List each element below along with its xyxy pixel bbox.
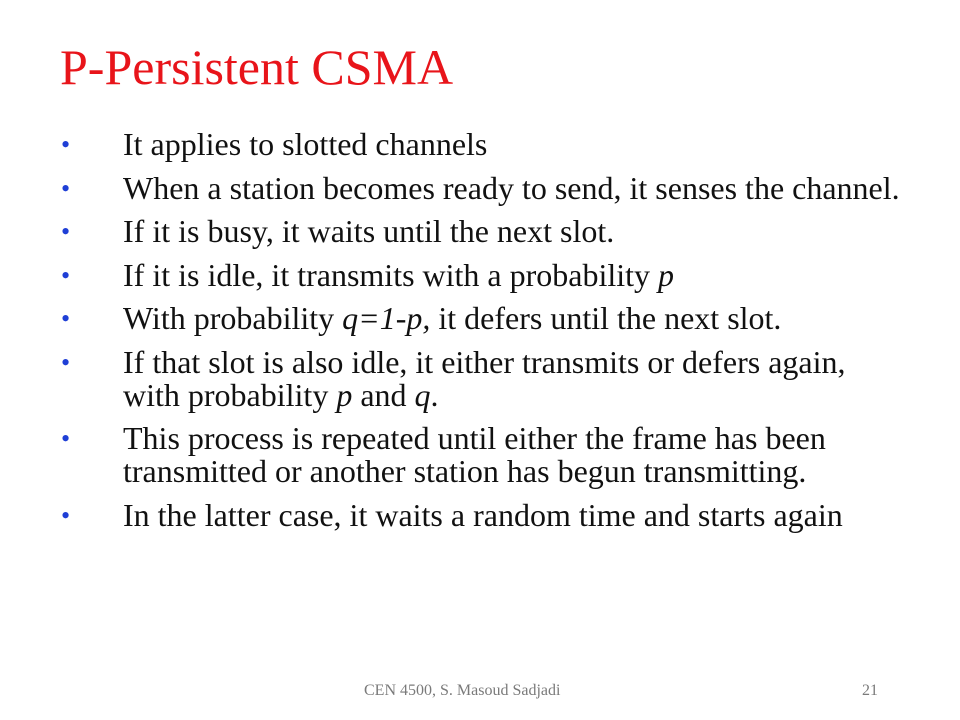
text-run: If it is idle, it transmits with a probability bbox=[123, 256, 659, 293]
bullet-text bbox=[123, 302, 910, 335]
bullet-marker: • bbox=[61, 424, 71, 453]
bullet-marker: • bbox=[61, 500, 71, 530]
bullet-item bbox=[60, 169, 910, 206]
italic-variable: q bbox=[414, 376, 431, 413]
bullet-item bbox=[60, 256, 910, 293]
text-run: and bbox=[352, 376, 415, 413]
bullet-item bbox=[60, 343, 910, 413]
page-number: 21 bbox=[862, 682, 878, 699]
text-run: . bbox=[430, 376, 439, 413]
italic-variable: p bbox=[658, 256, 675, 293]
bullet-text bbox=[123, 343, 910, 413]
bullet-marker: • bbox=[61, 130, 71, 159]
text-run: This process is repeated until either the frame has been transmitted or another station has begun transmitting. bbox=[123, 420, 826, 489]
text-run: If that slot is also idle, it either transmits or defers again, with probability bbox=[123, 343, 846, 413]
bullet-list bbox=[60, 128, 910, 542]
bullet-item bbox=[60, 128, 910, 161]
bullet-text bbox=[123, 128, 910, 161]
bullet-text bbox=[123, 169, 910, 206]
bullet-marker: • bbox=[61, 173, 71, 203]
bullet-text bbox=[123, 496, 910, 533]
text-run: In the latter case, it waits a random time and starts again bbox=[123, 496, 843, 533]
bullet-text bbox=[123, 256, 910, 293]
text-run: it defers until the next slot. bbox=[430, 300, 782, 336]
slide-title: P-Persistent CSMA bbox=[60, 39, 454, 95]
bullet-marker: • bbox=[61, 217, 71, 246]
text-run: When a station becomes ready to send, it senses the channel. bbox=[123, 169, 900, 206]
bullet-marker: • bbox=[61, 260, 71, 290]
footer-credit: CEN 4500, S. Masoud Sadjadi bbox=[364, 682, 561, 699]
text-run: With probability bbox=[123, 300, 343, 336]
bullet-marker: • bbox=[61, 347, 71, 377]
bullet-text bbox=[123, 215, 910, 248]
slide-footer bbox=[0, 681, 960, 701]
bullet-text bbox=[123, 422, 910, 488]
bullet-item bbox=[60, 215, 910, 248]
italic-variable: q=1-p, bbox=[342, 300, 431, 336]
bullet-item bbox=[60, 422, 910, 488]
bullet-marker: • bbox=[61, 304, 71, 333]
bullet-item bbox=[60, 302, 910, 335]
bullet-item bbox=[60, 496, 910, 533]
italic-variable: p bbox=[336, 376, 353, 413]
text-run: It applies to slotted channels bbox=[123, 126, 488, 162]
text-run: If it is busy, it waits until the next slot. bbox=[123, 213, 615, 249]
